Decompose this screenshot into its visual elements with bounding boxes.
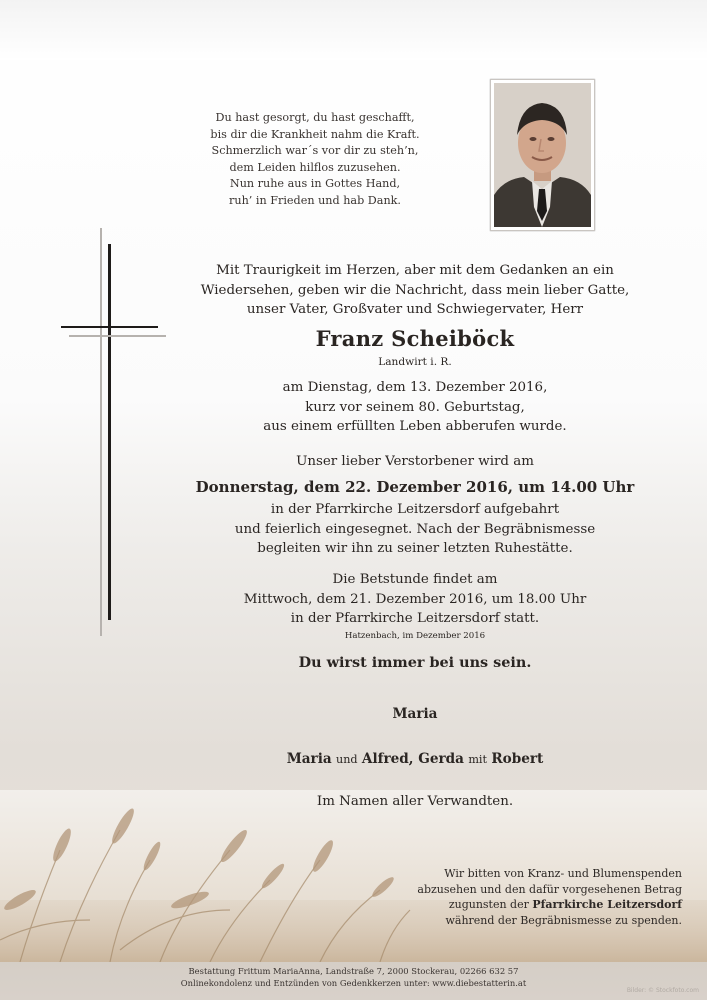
motto: Du wirst immer bei uns sein. [298,654,532,671]
poem-line: Nun ruhe aus in Gottes Hand, [229,177,401,190]
intro-text [180,261,650,320]
funeral-date: Donnerstag, dem 22. Dezember 2016, um 14.00 Uhr [195,478,635,496]
top-band [0,0,707,60]
request-line: während der Begräbnismesse zu spenden. [445,913,682,927]
death-line: kurz vor seinem 80. Geburtstag, [305,399,525,415]
image-credit: Bilder: © Stockfoto.com [626,987,699,994]
funeral-line: begleiten wir ihn zu seiner letzten Ruhestätte. [257,541,573,556]
cross-horizontal-dark [61,326,158,328]
prayer-line: in der Pfarrkirche Leitzersdorf statt. [290,611,540,626]
portrait-photo-frame [490,79,595,231]
death-notice [180,378,650,437]
request-line: abzusehen und den dafür vorgesehenen Betrag [417,882,682,896]
funeral-intro: Unser lieber Verstorbener wird am [296,454,534,469]
online-condolence-info: Onlinekondolenz und Entzünden von Gedenkkerzen unter: www.diebestatterin.at [180,978,527,988]
poem-line: ruh’ in Frieden und hab Dank. [229,193,401,207]
poem-line: dem Leiden hilflos zuzusehen. [229,160,401,174]
children-names [180,750,650,769]
intro-line: Mit Traurigkeit im Herzen, aber mit dem Gedanken an ein [216,263,614,278]
child-name: Alfred, Gerda [361,751,464,767]
cross-horizontal-light [69,335,166,337]
child-name: Robert [491,751,544,767]
intro-line: Wiedersehen, geben wir die Nachricht, dass mein lieber Gatte, [200,282,630,298]
cross-vertical-dark [108,244,111,620]
prayer-notice [180,570,650,629]
place-date: Hatzenbach, im Dezember 2016 [344,631,486,641]
donation-request [392,866,682,928]
prayer-line: Die Betstunde findet am [332,572,498,587]
funeral-line: in der Pfarrkirche Leitzersdorf aufgebahrt [270,502,560,517]
poem-line: Schmerzlich war´s vor dir zu steh’n, [211,144,419,157]
poem-line: bis dir die Krankheit nahm die Kraft. [210,127,420,141]
relatives-line: Im Namen aller Verwandten. [316,794,514,809]
child-name: Maria [286,751,332,767]
connector-word: und [336,753,358,766]
intro-line: unser Vater, Großvater und Schwiegervater, Herr [246,302,584,317]
deceased-title: Landwirt i. R. [378,356,452,368]
request-line: Wir bitten von Kranz- und Blumenspenden [444,867,682,880]
parish-name: Pfarrkirche Leitzersdorf [532,898,682,911]
death-line: am Dienstag, dem 13. Dezember 2016, [282,380,548,395]
prayer-line: Mittwoch, dem 21. Dezember 2016, um 18.00 Uhr [243,591,587,607]
connector-word: mit [468,753,488,766]
funeral-line: und feierlich eingesegnet. Nach der Begräbnismesse [234,521,596,537]
death-line: aus einem erfüllten Leben abberufen wurde. [263,419,567,434]
footer [0,962,707,1000]
funeral-home-address: Bestattung Frittum MariaAnna, Landstraße 7, 2000 Stockerau, 02266 632 57 [188,966,519,976]
poem-line: Du hast gesorgt, du hast geschafft, [215,111,415,124]
deceased-name: Franz Scheiböck [315,326,515,351]
request-text: zugunsten der [448,898,533,911]
cross-vertical-light [100,228,102,636]
poem [190,110,440,209]
spouse-name: Maria [392,706,438,722]
portrait-image [494,83,591,227]
portrait-photo [494,83,591,227]
request-line [392,897,682,913]
funeral-details [180,500,650,559]
